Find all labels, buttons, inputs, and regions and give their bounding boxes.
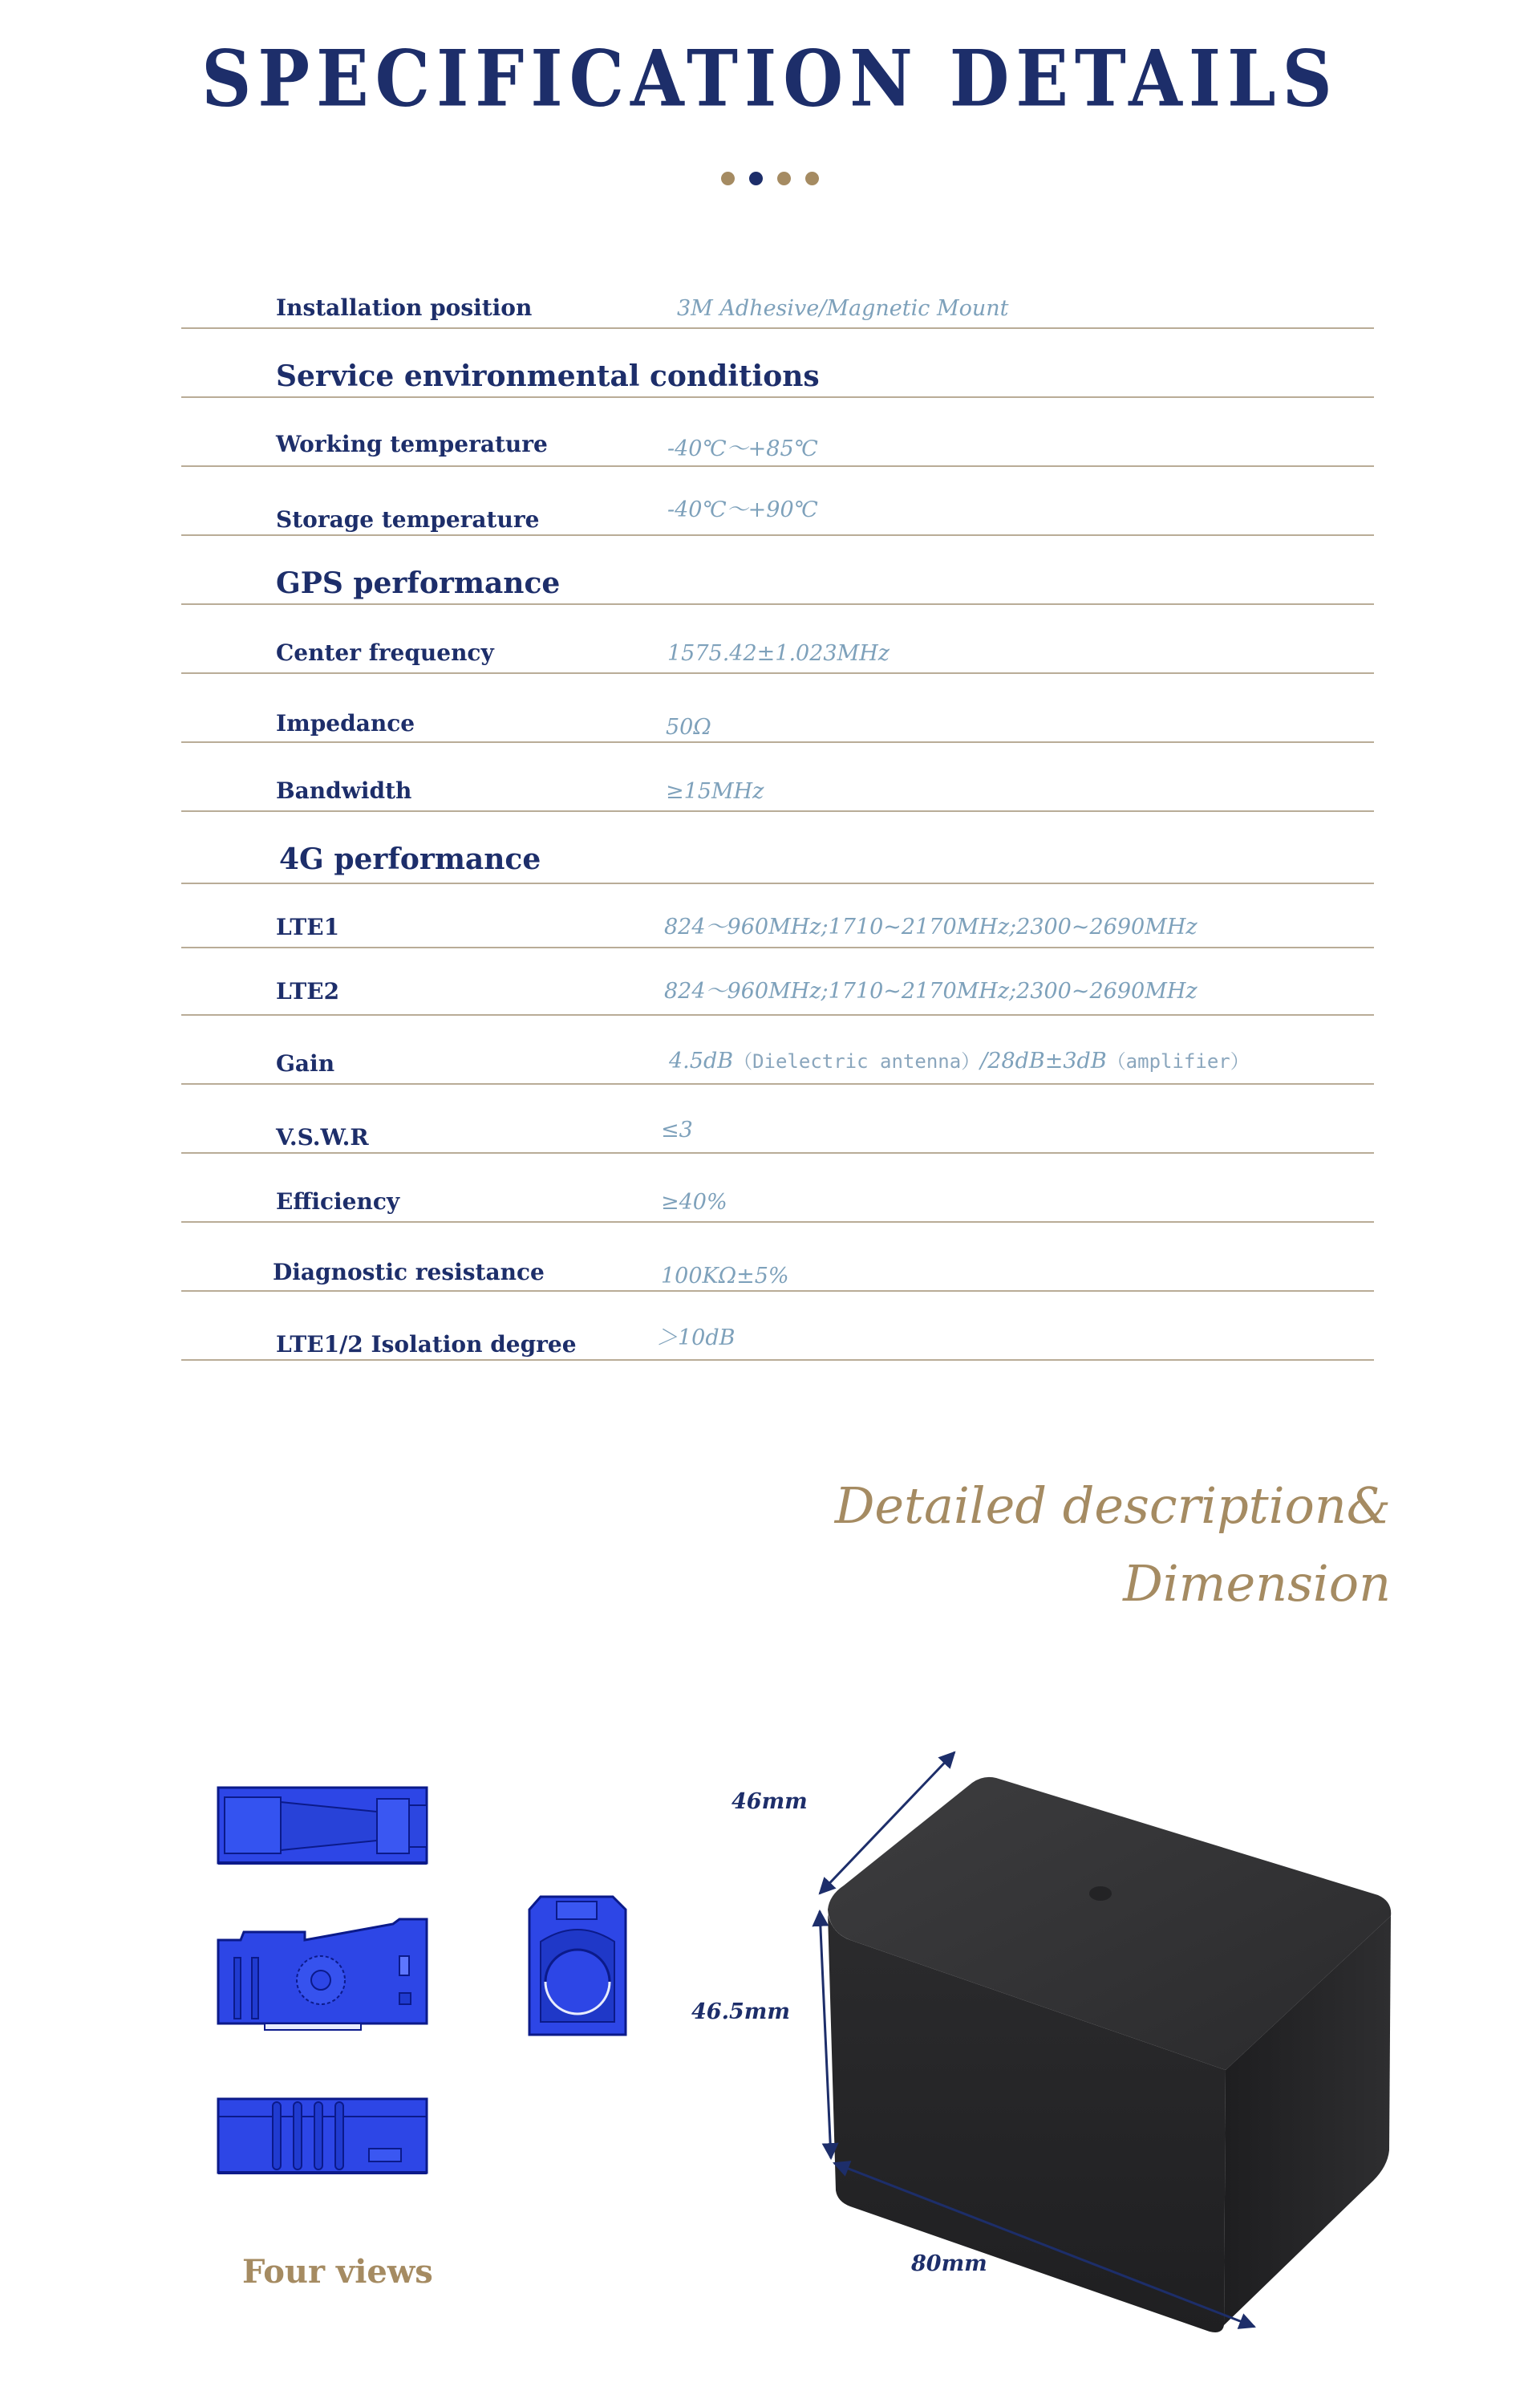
spec-row-storage-temperature [181,465,1374,536]
section-4g [181,810,1374,884]
spec-value: ≥40% [661,1190,727,1215]
section-heading: 4G performance [279,842,541,876]
description-heading-line1: Detailed description& [834,1476,1391,1535]
section-environment [181,327,1374,398]
section-gps [181,534,1374,605]
spec-label: Impedance [276,710,415,737]
spec-label: Working temperature [276,431,548,457]
spec-label: LTE1/2 Isolation degree [276,1331,577,1358]
spec-row-working-temperature [181,396,1374,467]
spec-value: -40℃～+85℃ [667,436,818,461]
spec-value: 824～960MHz;1710~2170MHz;2300~2690MHz [664,979,1198,1004]
spec-row-diagnostic-resistance [181,1221,1374,1292]
dimension-length-label: 80mm [911,2251,987,2276]
page-title: SPECIFICATION DETAILS [201,33,1339,125]
spec-row-lte2 [181,947,1374,1016]
spec-row-bandwidth [181,741,1374,812]
spec-row-center-frequency [181,603,1374,674]
ornament-dot [749,172,763,185]
spec-row-vswr [181,1083,1374,1154]
spec-value: 50Ω [666,715,711,740]
spec-label: Installation position [276,294,533,321]
ornament-dot [805,172,819,185]
spec-value: ＞10dB [656,1325,736,1350]
side-view-drawing [217,1916,441,2035]
spec-value-gain [669,1045,1250,1074]
spec-row-isolation-degree [181,1290,1374,1361]
gain-amplifier-value: /28dB±3dB [980,1049,1107,1074]
spec-value: ≥15MHz [666,779,764,804]
product-dimension-drawing [770,1725,1412,2335]
spec-row-installation [181,258,1374,329]
gain-dielectric-note: （Dielectric antenna） [733,1050,981,1073]
section-heading: GPS performance [276,566,561,600]
spec-label: Bandwidth [276,777,412,804]
spec-label: LTE1 [276,914,340,940]
top-view-drawing [217,1781,441,1877]
spec-row-impedance [181,672,1374,743]
front-view-drawing [525,1894,637,2041]
spec-label: Gain [276,1050,335,1077]
description-heading-line2: Dimension [1123,1554,1391,1613]
gain-amplifier-note: （amplifier） [1106,1050,1250,1073]
bottom-view-drawing [217,2086,441,2182]
title-ornament [0,172,1540,185]
spec-value: ≤3 [661,1118,693,1143]
ornament-dot [777,172,791,185]
spec-label: Storage temperature [276,506,540,533]
spec-label: Efficiency [276,1188,400,1215]
spec-label: Diagnostic resistance [273,1259,545,1285]
spec-value: -40℃～+90℃ [667,497,818,522]
spec-row-efficiency [181,1152,1374,1223]
spec-value: 1575.42±1.023MHz [667,641,890,666]
spec-row-gain [181,1014,1374,1085]
spec-label: LTE2 [276,978,340,1005]
spec-label: V.S.W.R [276,1124,369,1151]
spec-value: 824～960MHz;1710~2170MHz;2300~2690MHz [664,915,1198,940]
dimension-height-label: 46.5mm [691,1999,790,2024]
spec-value: 100KΩ±5% [661,1264,789,1289]
section-heading: Service environmental conditions [276,359,820,393]
gain-dielectric-value: 4.5dB [669,1049,734,1074]
spec-value: 3M Adhesive/Magnetic Mount [677,296,1009,321]
spec-label: Center frequency [276,639,494,666]
ornament-dot [721,172,735,185]
spec-row-lte1 [181,883,1374,948]
four-views-caption: Four views [242,2253,433,2291]
dimension-depth-label: 46mm [732,1789,808,1814]
